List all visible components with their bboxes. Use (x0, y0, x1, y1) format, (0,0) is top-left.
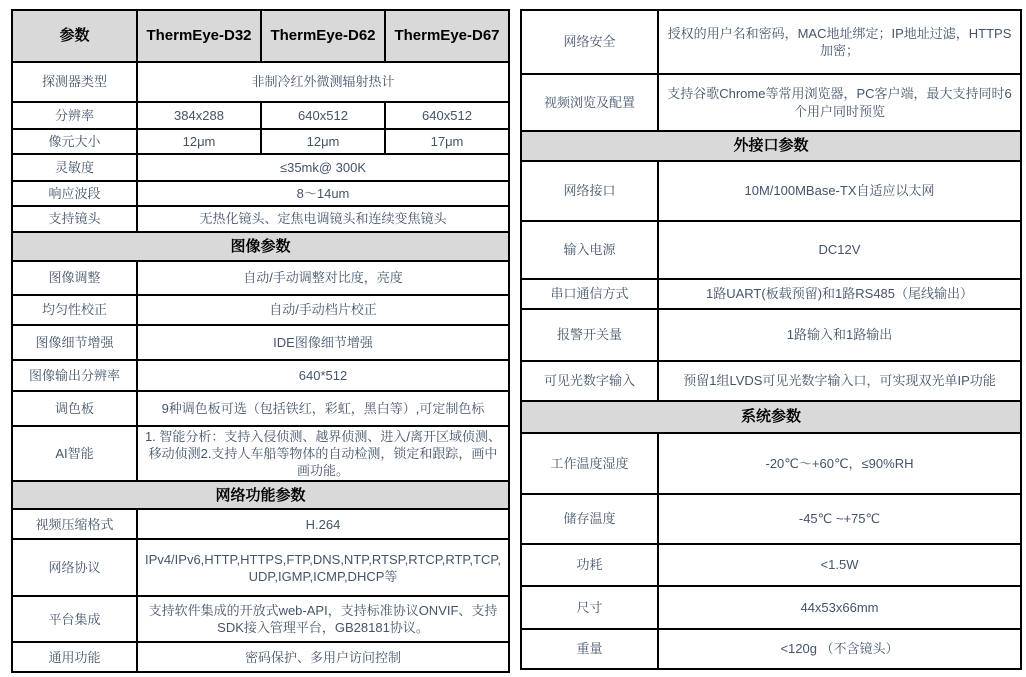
row-value: 1路UART(板载预留)和1路RS485（尾线输出） (658, 279, 1021, 309)
row-label: 探测器类型 (12, 62, 137, 102)
row-value: 无热化镜头、定焦电调镜头和连续变焦镜头 (137, 206, 509, 232)
row-value: 授权的用户名和密码，MAC地址绑定；IP地址过滤，HTTPS加密； (658, 10, 1021, 74)
row-label: 平台集成 (12, 596, 137, 642)
row-label: 像元大小 (12, 129, 137, 154)
section-row-network-params (12, 481, 509, 509)
section-row-system-params (521, 401, 1021, 433)
row-label: 重量 (521, 629, 658, 669)
row-response-band (12, 181, 509, 206)
row-label: 图像调整 (12, 261, 137, 295)
row-dimensions (521, 586, 1021, 629)
column-header-model-d62: ThermEye-D62 (261, 10, 385, 62)
row-value: 1. 智能分析：支持入侵侦测、越界侦测、进入/离开区域侦测、移动侦测2.支持人车船等物体的自动检测，锁定和跟踪，画中画功能。 (137, 426, 509, 481)
row-resolution (12, 102, 509, 129)
row-value-d62: 640x512 (261, 102, 385, 129)
row-value: -20℃～+60℃，≤90%RH (658, 433, 1021, 494)
row-label: 图像输出分辨率 (12, 360, 137, 391)
row-label: 图像细节增强 (12, 325, 137, 360)
row-label: AI智能 (12, 426, 137, 481)
row-power-input (521, 221, 1021, 279)
row-label: 视频浏览及配置 (521, 74, 658, 131)
section-title: 系统参数 (521, 401, 1021, 433)
row-value: 支持谷歌Chrome等常用浏览器，PC客户端，最大支持同时6个用户同时预览 (658, 74, 1021, 131)
row-label: 报警开关量 (521, 309, 658, 361)
row-power-consumption (521, 544, 1021, 586)
left-spec-table (11, 9, 510, 673)
row-video-browse-config (521, 74, 1021, 131)
row-label: 网络接口 (521, 161, 658, 221)
row-label: 可见光数字输入 (521, 361, 658, 401)
row-value: IPv4/IPv6,HTTP,HTTPS,FTP,DNS,NTP,RTSP,RTCP,RTP,TCP, UDP,IGMP,ICMP,DHCP等 (137, 539, 509, 596)
row-label: 工作温度湿度 (521, 433, 658, 494)
row-label: 尺寸 (521, 586, 658, 629)
row-value: 640*512 (137, 360, 509, 391)
row-general-functions (12, 642, 509, 672)
row-weight (521, 629, 1021, 669)
row-platform-integration (12, 596, 509, 642)
row-serial-communication (521, 279, 1021, 309)
row-output-resolution (12, 360, 509, 391)
row-network-protocols (12, 539, 509, 596)
row-label: 网络协议 (12, 539, 137, 596)
section-row-interface-params (521, 131, 1021, 161)
section-title: 网络功能参数 (12, 481, 509, 509)
row-detail-enhance (12, 325, 509, 360)
column-header-model-d67: ThermEye-D67 (385, 10, 509, 62)
row-value: <1.5W (658, 544, 1021, 586)
row-value-d32: 384x288 (137, 102, 261, 129)
row-label: 通用功能 (12, 642, 137, 672)
row-value: 自动/手动调整对比度，亮度 (137, 261, 509, 295)
row-label: 视频压缩格式 (12, 509, 137, 539)
row-value-d67: 640x512 (385, 102, 509, 129)
row-value: 预留1组LVDS可见光数字输入口，可实现双光单IP功能 (658, 361, 1021, 401)
row-label: 灵敏度 (12, 154, 137, 181)
row-value: ≤35mk@ 300K (137, 154, 509, 181)
row-value: 密码保护、多用户访问控制 (137, 642, 509, 672)
row-value: DC12V (658, 221, 1021, 279)
row-label: 调色板 (12, 391, 137, 426)
row-uniformity-correction (12, 295, 509, 325)
right-spec-table (520, 9, 1022, 670)
row-label: 串口通信方式 (521, 279, 658, 309)
row-label: 均匀性校正 (12, 295, 137, 325)
column-header-param: 参数 (12, 10, 137, 62)
row-detector-type (12, 62, 509, 102)
section-title: 外接口参数 (521, 131, 1021, 161)
row-working-temp-humidity (521, 433, 1021, 494)
row-image-adjust (12, 261, 509, 295)
row-label: 网络安全 (521, 10, 658, 74)
row-ai-intelligence (12, 426, 509, 481)
row-label: 储存温度 (521, 494, 658, 544)
row-value: 自动/手动档片校正 (137, 295, 509, 325)
row-value: 非制冷红外微测辐射热计 (137, 62, 509, 102)
row-value: 1路输入和1路输出 (658, 309, 1021, 361)
section-row-image-params (12, 232, 509, 261)
row-value: -45℃ ~+75℃ (658, 494, 1021, 544)
row-visible-digital-input (521, 361, 1021, 401)
row-value-d62: 12μm (261, 129, 385, 154)
row-supported-lens (12, 206, 509, 232)
row-value: 9种调色板可选（包括铁红，彩虹，黑白等）,可定制色标 (137, 391, 509, 426)
row-value: 支持软件集成的开放式web-API，支持标准协议ONVIF、支持SDK接入管理平台，GB28181协议。 (137, 596, 509, 642)
row-label: 响应波段 (12, 181, 137, 206)
table-header-row (12, 10, 509, 62)
row-storage-temp (521, 494, 1021, 544)
row-label: 支持镜头 (12, 206, 137, 232)
row-sensitivity (12, 154, 509, 181)
row-label: 分辨率 (12, 102, 137, 129)
row-video-compression (12, 509, 509, 539)
row-label: 输入电源 (521, 221, 658, 279)
row-value: IDE图像细节增强 (137, 325, 509, 360)
row-network-security (521, 10, 1021, 74)
row-value: 8～14um (137, 181, 509, 206)
row-value: <120g （不含镜头） (658, 629, 1021, 669)
row-label: 功耗 (521, 544, 658, 586)
row-value: 10M/100MBase-TX自适应以太网 (658, 161, 1021, 221)
row-value-d67: 17μm (385, 129, 509, 154)
row-value: H.264 (137, 509, 509, 539)
row-value: 44x53x66mm (658, 586, 1021, 629)
column-header-model-d32: ThermEye-D32 (137, 10, 261, 62)
section-title: 图像参数 (12, 232, 509, 261)
row-pixel-size (12, 129, 509, 154)
row-alarm-io (521, 309, 1021, 361)
row-value-d32: 12μm (137, 129, 261, 154)
row-palette (12, 391, 509, 426)
row-network-interface (521, 161, 1021, 221)
